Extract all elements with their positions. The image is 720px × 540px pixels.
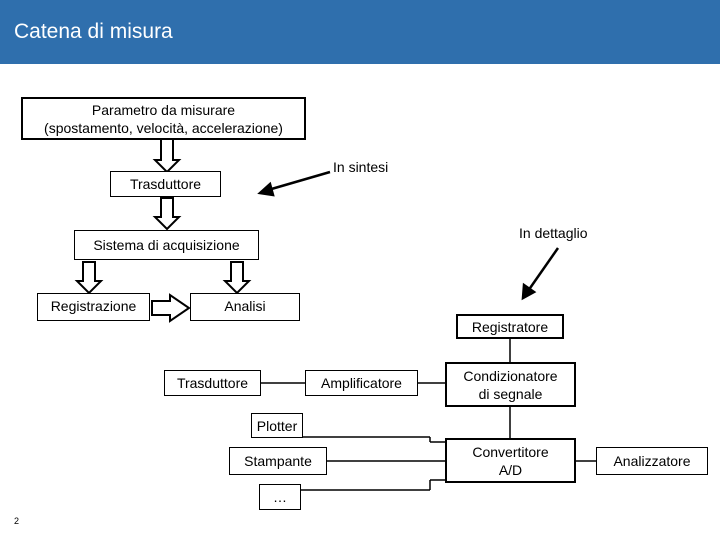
stampante-box	[229, 447, 327, 475]
convertitore-box	[445, 438, 576, 483]
ellipsis-label: …	[273, 489, 287, 505]
in-sintesi-label: In sintesi	[333, 159, 389, 175]
convertitore-label: Convertitore A/D	[472, 443, 549, 478]
trasduttore-detail-box	[164, 370, 261, 396]
trasduttore-box	[110, 171, 221, 197]
trasduttore-detail-label: Trasduttore	[176, 375, 249, 391]
down-arrow-1	[155, 139, 179, 172]
registratore-box	[456, 314, 564, 339]
plotter-label: Plotter	[256, 417, 298, 434]
registrazione-label: Registrazione	[50, 298, 137, 314]
analisi-label: Analisi	[224, 298, 266, 314]
page-number: 2	[14, 516, 20, 526]
right-arrow	[152, 295, 189, 321]
registrazione-box	[37, 293, 150, 321]
parametro-box	[21, 97, 306, 140]
ellipsis-box	[259, 484, 301, 510]
trasduttore-label: Trasduttore	[129, 176, 202, 192]
stampante-label: Stampante	[244, 453, 312, 469]
amplificatore-box	[305, 370, 418, 396]
amplificatore-label: Amplificatore	[321, 375, 402, 391]
slide-title: Catena di misura	[14, 20, 173, 43]
analisi-box	[190, 293, 300, 321]
down-arrow-2	[155, 198, 179, 229]
down-arrow-3	[77, 262, 101, 293]
parametro-label: Parametro da misurare (spostamento, velocità, accelerazione)	[44, 101, 283, 136]
analizzatore-box	[596, 447, 708, 475]
sistema-acquisizione-box	[74, 230, 259, 260]
in-dettaglio-label: In dettaglio	[519, 225, 588, 241]
analizzatore-label: Analizzatore	[613, 453, 691, 469]
registratore-label: Registratore	[471, 318, 549, 335]
condizionatore-label: Condizionatore di segnale	[463, 367, 558, 402]
condizionatore-box	[445, 362, 576, 407]
plotter-box	[251, 413, 303, 438]
down-arrow-4	[225, 262, 249, 293]
sistema-label: Sistema di acquisizione	[93, 237, 240, 253]
